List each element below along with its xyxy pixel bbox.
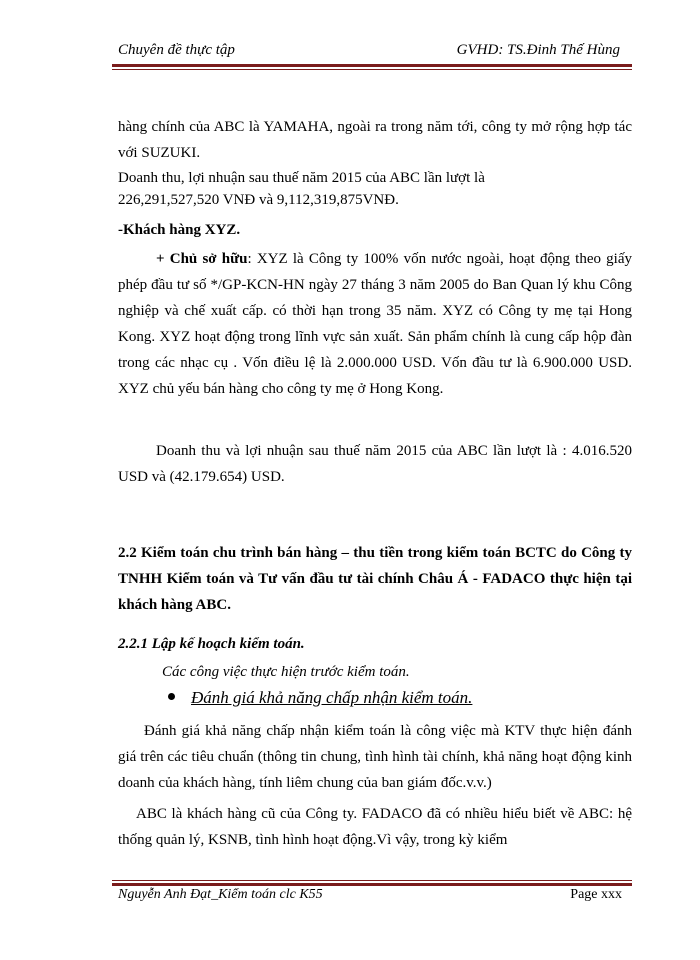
header-rule-thick <box>112 64 632 67</box>
bullet-acceptance-text: Đánh giá khả năng chấp nhận kiểm toán. <box>191 688 473 707</box>
revenue-line-1: Doanh thu, lợi nhuận sau thuế năm 2015 của ABC lần lượt là <box>118 170 485 186</box>
header-rule-thin <box>112 69 632 70</box>
paragraph-abc-revenue <box>118 167 632 211</box>
footer-rule-thin <box>112 880 632 881</box>
footer-page-number: Page xxx <box>570 887 622 902</box>
header-left-title: Chuyên đề thực tập <box>118 42 235 58</box>
section-2-2-1-heading: 2.2.1 Lập kế hoạch kiểm toán. <box>118 636 305 652</box>
page-footer <box>112 887 628 909</box>
paragraph-abc-partners: hàng chính của ABC là YAMAHA, ngoài ra trong năm tới, công ty mở rộng hợp tác với SUZUKI. <box>118 119 632 161</box>
paragraph-abc-old-client: ABC là khách hàng cũ của Công ty. FADACO đã có nhiều hiểu biết về ABC: hệ thống quản lý, KSNB, tình hình hoạt động.Vì vậy, trong kỳ kiểm <box>118 806 632 848</box>
paragraph-xyz-owner <box>118 246 632 402</box>
footer-rule-thick <box>112 883 632 886</box>
page-header <box>112 40 628 64</box>
customer-xyz-heading: -Khách hàng XYZ. <box>118 222 241 238</box>
footer-author: Nguyễn Anh Đạt_Kiểm toán clc K55 <box>118 887 323 902</box>
section-2-2-heading: 2.2 Kiểm toán chu trình bán hàng – thu tiền trong kiểm toán BCTC do Công ty TNHH Kiểm toán và Tư vấn đầu tư tài chính Châu Á - FADACO thực hiện tại khách hàng ABC. <box>118 545 632 613</box>
paragraph-xyz-revenue: Doanh thu và lợi nhuận sau thuế năm 2015 của ABC lần lượt là : 4.016.520 USD và (42.179.654) USD. <box>118 443 632 485</box>
paragraph-acceptance-evaluation: Đánh giá khả năng chấp nhận kiểm toán là công việc mà KTV thực hiện đánh giá trên các tiêu chuẩn (thông tin chung, tình hình tài chính, khả năng hoạt động kinh doanh của khách hàng, tính liêm chung của ban giám đốc.v.v.) <box>118 723 632 791</box>
pre-audit-subheading: Các công việc thực hiện trước kiểm toán. <box>162 664 410 680</box>
owner-text: : XYZ là Công ty 100% vốn nước ngoài, hoạt động theo giấy phép đầu tư số */GP-KCN-HN ngày 27 tháng 3 năm 2005 do Ban Quan lý khu Công nghiệp và chế xuất cấp. có thời hạn trong 35 năm. XYZ có Công ty mẹ tại Hong Kong. XYZ hoạt động trong lĩnh vực sản xuất. Sản phẩm chính là cung cấp hộp đàn trong các nhạc cụ . Vốn điều lệ là 2.000.000 USD. Vốn đầu tư là 6.900.000 USD. XYZ chủ yếu bán hàng cho công ty mẹ ở Hong Kong. <box>118 251 632 397</box>
bullet-dot-icon <box>168 693 175 700</box>
revenue-line-2: 226,291,527,520 VNĐ và 9,112,319,875VNĐ. <box>118 192 399 208</box>
bullet-acceptance <box>168 688 472 708</box>
header-right-supervisor: GVHD: TS.Đinh Thế Hùng <box>456 42 620 58</box>
owner-label: + Chủ sở hữu <box>156 251 248 267</box>
